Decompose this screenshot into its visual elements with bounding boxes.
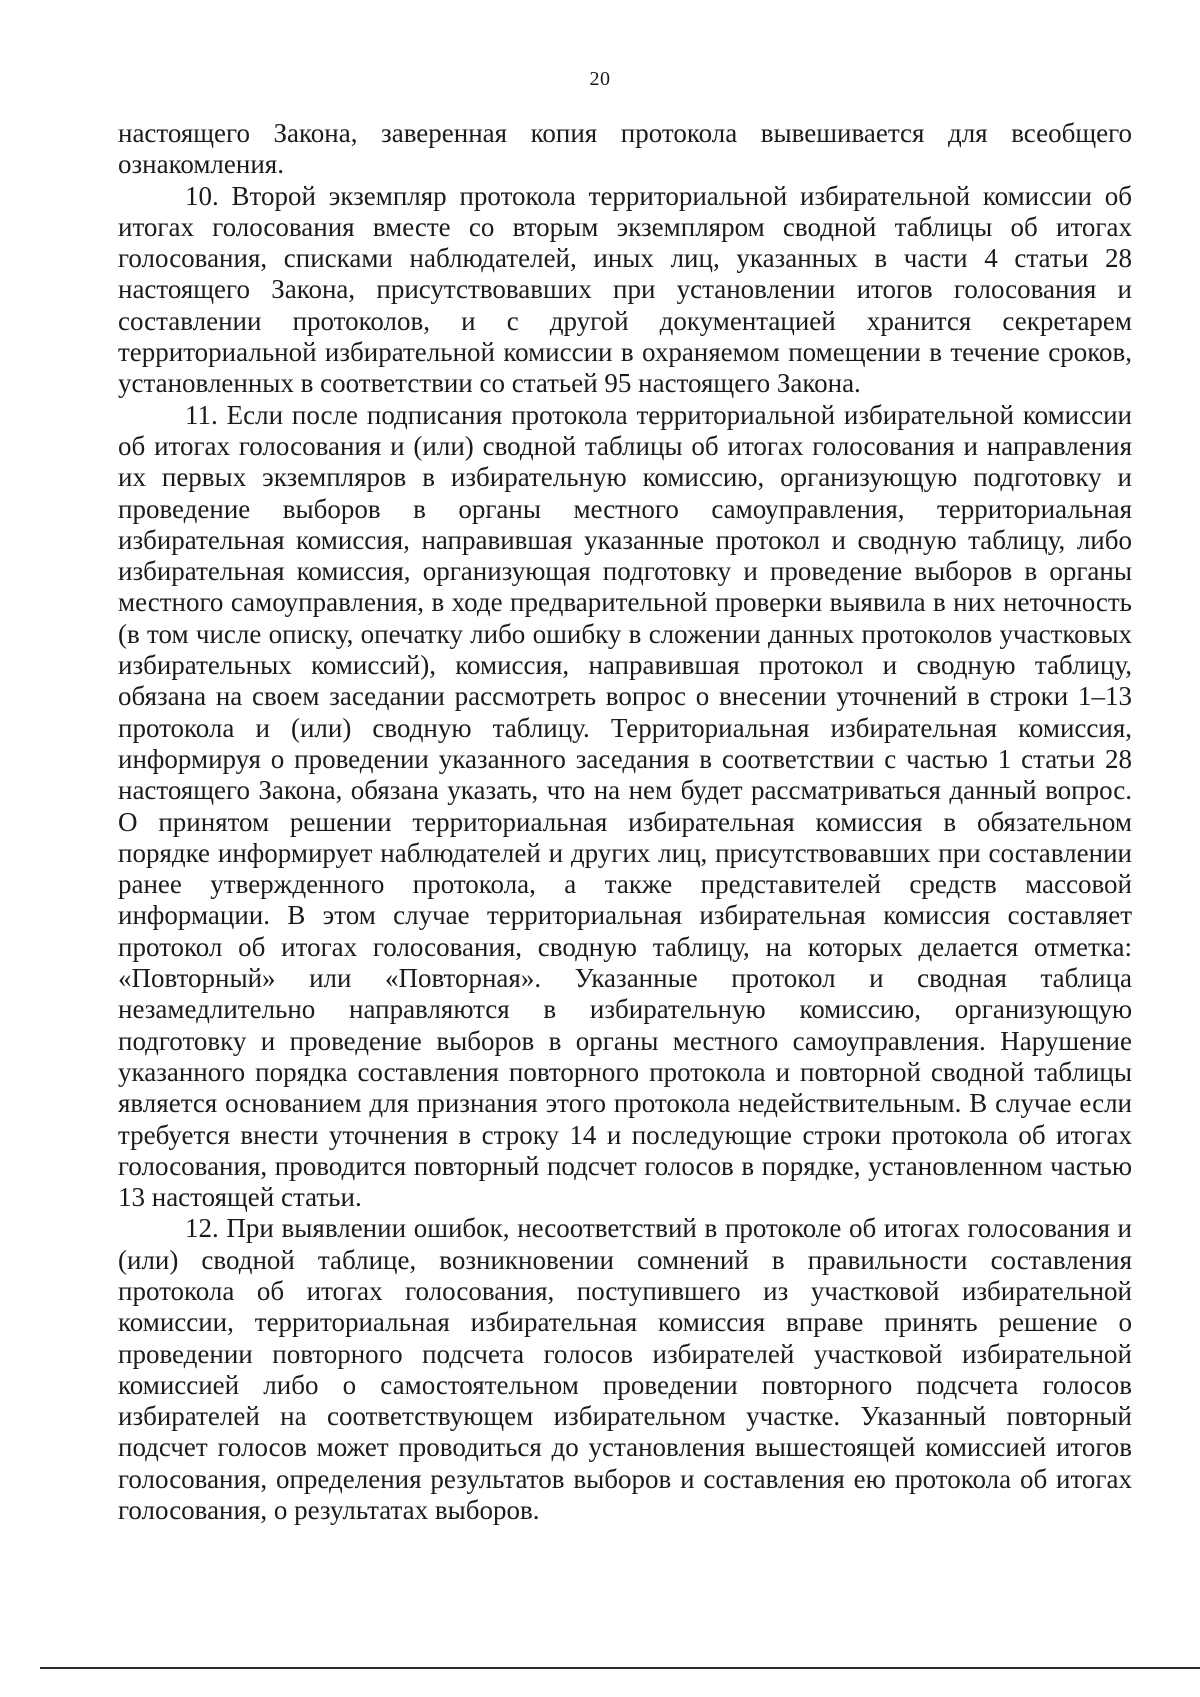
paragraph-11: 11. Если после подписания протокола территориальной избирательной комиссии об итогах голосования и (или) сводной таблицы об итогах голосования и направления их первых экземпляров в избирательную комиссию, организующую подготовку и проведение выборов в органы местного самоуправления, территориальная избирательная комиссия, направившая указанные протокол и сводную таблицу, либо избирательная комиссия, организующая подготовку и проведение выборов в органы местного самоуправления, в ходе предварительной проверки выявила в них неточность (в том числе описку, опечатку либо ошибку в сложении данных протоколов участковых избирательных комиссий), комиссия, направившая протокол и сводную таблицу, обязана на своем заседании рассмотреть вопрос о внесении уточнений в строки 1–13 протокола и (или) сводную таблицу. Территориальная избирательная комиссия, информируя о проведении указанного заседания в соответствии с частью 1 статьи 28 настоящего Закона, обязана указать, что на нем будет рассматриваться данный вопрос. О принятом решении территориальная избирательная комиссия в обязательном порядке информирует наблюдателей и других лиц, присутствовавших при составлении ранее утвержденного протокола, а также представителей средств массовой информации. В этом случае территориальная избирательная комиссия составляет протокол об итогах голосования, сводную таблицу, на которых делается отметка: «Повторный» или «Повторная». Указанные протокол и сводная таблица незамедлительно направляются в избирательную комиссию, организующую подготовку и проведение выборов в органы местного самоуправления. Нарушение указанного порядка составления повторного протокола и повторной сводной таблицы является основанием для признания этого протокола недействительным. В случае если требуется внести уточнения в строку 14 и последующие строки протокола об итогах голосования, проводится повторный подсчет голосов в порядке, установленном частью 13 настоящей статьи. xyxy=(118,399,1132,1213)
paragraph-10: 10. Второй экземпляр протокола территориальной избирательной комиссии об итогах голосования вместе со вторым экземпляром сводной таблицы об итогах голосования, списками наблюдателей, иных лиц, указанных в части 4 статьи 28 настоящего Закона, присутствовавших при установлении итогов голосования и составлении протоколов, и с другой документацией хранится секретарем территориальной избирательной комиссии в охраняемом помещении в течение сроков, установленных в соответствии со статьей 95 настоящего Закона. xyxy=(118,180,1132,399)
document-body xyxy=(118,118,1132,1526)
page-number: 20 xyxy=(589,68,611,90)
bottom-rule xyxy=(40,1667,1200,1669)
paragraph-continuation: настоящего Закона, заверенная копия протокола вывешивается для всеобщего ознакомления. xyxy=(118,118,1132,180)
paragraph-12: 12. При выявлении ошибок, несоответствий в протоколе об итогах голосования и (или) сводной таблице, возникновении сомнений в правильности составления протокола об итогах голосования, поступившего из участковой избирательной комиссии, территориальная избирательная комиссия вправе принять решение о проведении повторного подсчета голосов избирателей участковой избирательной комиссией либо о самостоятельном проведении повторного подсчета голосов избирателей на соответствующем избирательном участке. Указанный повторный подсчет голосов может проводиться до установления вышестоящей комиссией итогов голосования, определения результатов выборов и составления ею протокола об итогах голосования, о результатах выборов. xyxy=(118,1213,1132,1526)
